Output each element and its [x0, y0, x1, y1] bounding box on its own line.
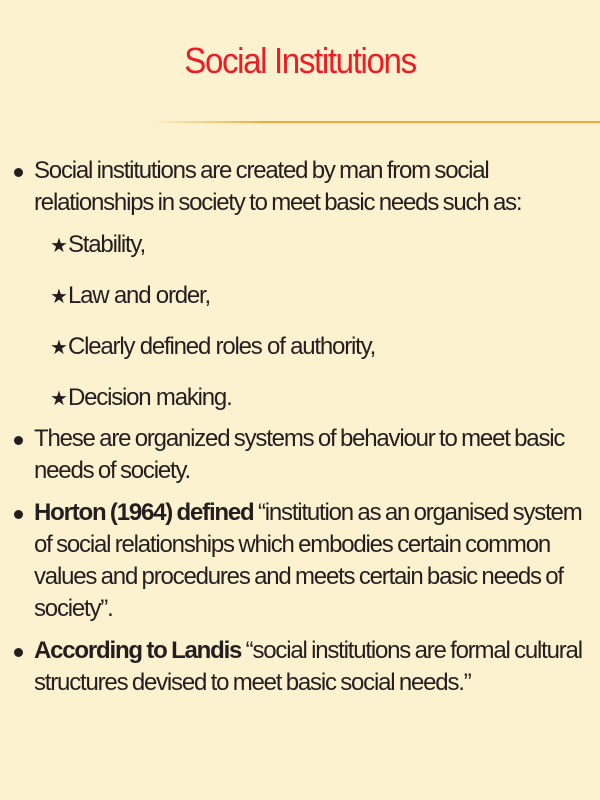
bullet-dot-icon	[14, 168, 23, 177]
bullet-item	[14, 497, 584, 625]
bullet-dot-icon	[14, 510, 23, 519]
sub-bullet-list	[14, 229, 584, 415]
slide-title: Social Institutions	[184, 40, 416, 81]
sub-bullet-item	[50, 280, 584, 313]
bullet-item	[14, 635, 584, 699]
sub-bullet-item	[50, 229, 584, 262]
bullet-bold-lead: Horton (1964) defined	[34, 499, 254, 526]
star-icon: ★	[50, 286, 68, 308]
bullet-item	[14, 423, 584, 487]
star-icon: ★	[50, 337, 68, 359]
title-divider	[150, 121, 600, 123]
bullet-bold-lead: According to Landis	[34, 637, 242, 664]
sub-bullet-text: Decision making.	[68, 384, 232, 411]
sub-bullet-item	[50, 382, 584, 415]
bullet-text: Social institutions are created by man from social relationships in society to meet basic needs such as:	[34, 157, 522, 216]
sub-bullet-item	[50, 331, 584, 364]
bullet-text: “institution as an organised system of social relationships which embodies certain common values and procedures and meets certain basic needs of society”.	[34, 499, 582, 622]
star-icon: ★	[50, 388, 68, 410]
bullet-dot-icon	[14, 436, 23, 445]
star-icon: ★	[50, 235, 68, 257]
bullet-text: “social institutions are formal cultural structures devised to meet basic social needs.”	[34, 637, 582, 696]
sub-bullet-text: Clearly defined roles of authority,	[68, 333, 376, 360]
sub-bullet-text: Stability,	[68, 231, 145, 258]
bullet-item	[14, 155, 584, 219]
sub-bullet-text: Law and order,	[68, 282, 210, 309]
bullet-text: These are organized systems of behaviour to meet basic needs of society.	[34, 425, 565, 484]
bullet-dot-icon	[14, 648, 23, 657]
slide-content	[14, 155, 584, 709]
